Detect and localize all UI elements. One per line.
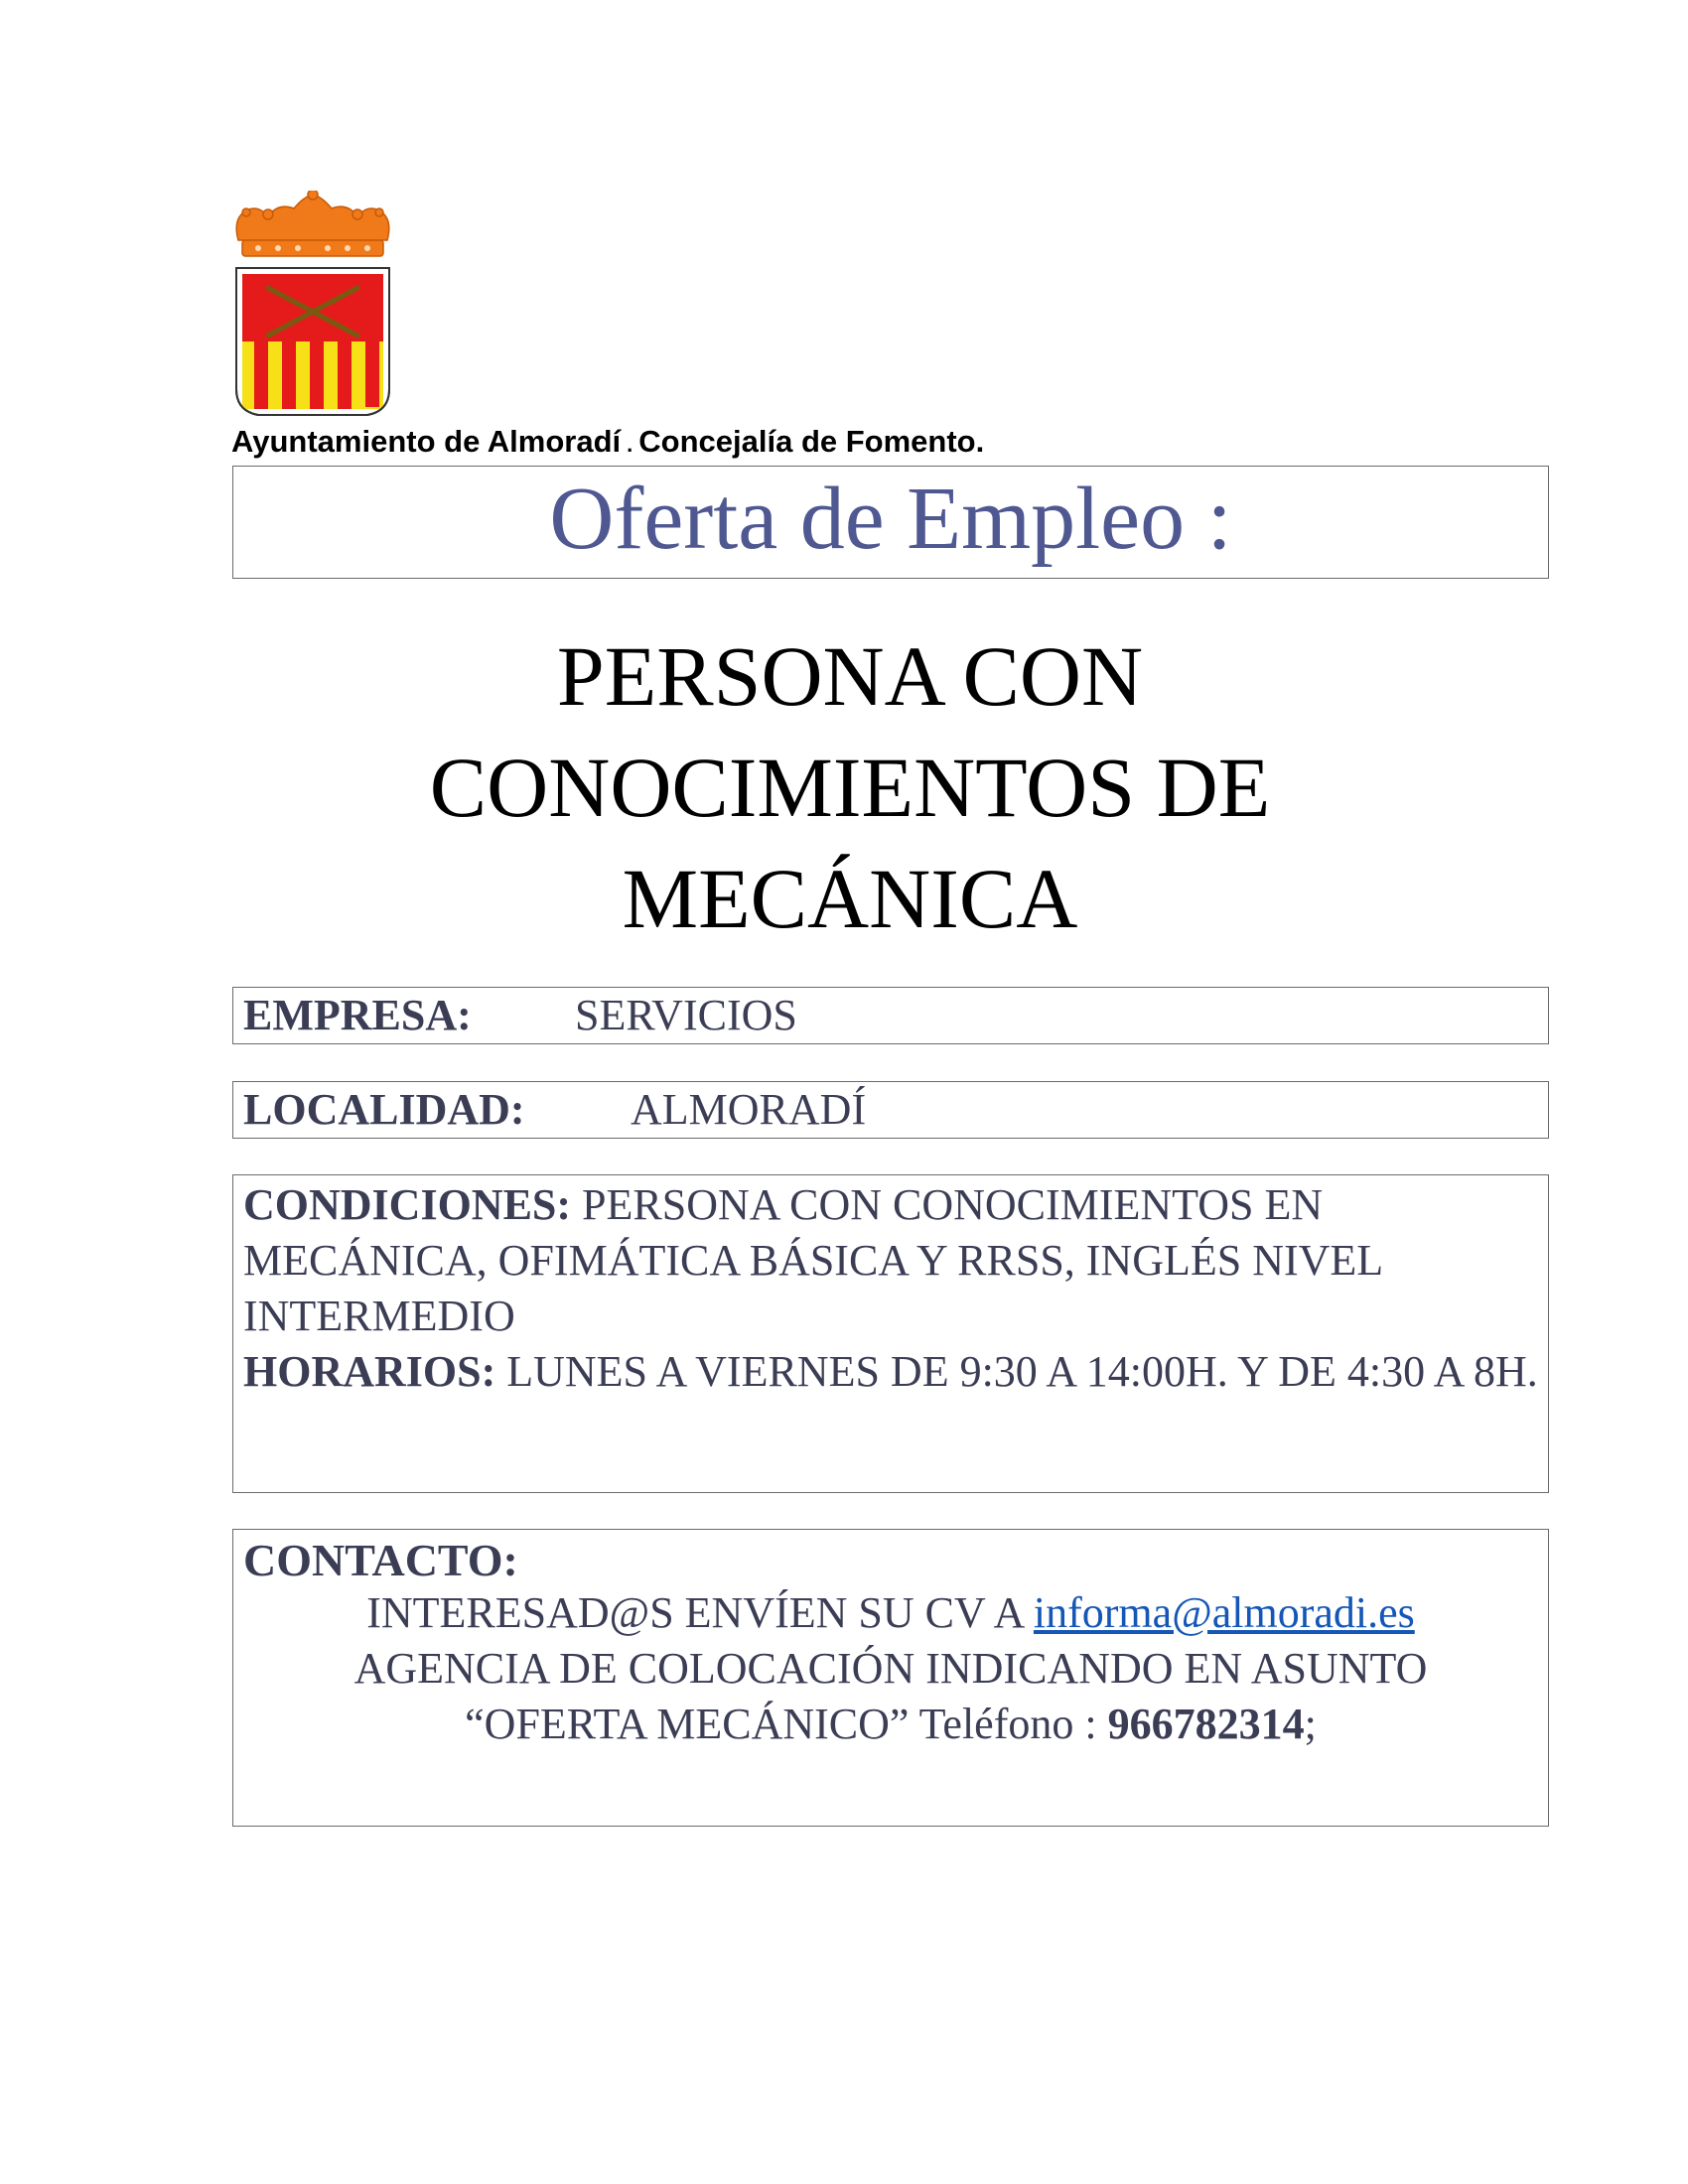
contact-line3-suffix: ; — [1304, 1700, 1317, 1748]
contact-line3: “OFERTA MECÁNICO” Teléfono : — [465, 1700, 1097, 1748]
page-title: Oferta de Empleo : — [549, 470, 1232, 568]
contacto-label: CONTACTO: — [243, 1535, 518, 1585]
contact-box — [232, 1529, 1549, 1827]
empresa-label: EMPRESA: — [243, 991, 472, 1039]
condiciones-value: PERSONA CON CONOCIMIENTOS EN MECÁNICA, OFIMÁTICA BÁSICA Y RRSS, INGLÉS NIVEL INTERMEDIO — [243, 1180, 1382, 1340]
title-box — [232, 466, 1549, 579]
email-link[interactable]: informa@almoradi.es — [1033, 1588, 1415, 1637]
contact-body — [243, 1585, 1538, 1752]
conditions-text — [243, 1177, 1538, 1400]
conditions-box — [232, 1174, 1549, 1493]
separator: . — [627, 432, 633, 457]
contact-line2: AGENCIA DE COLOCACIÓN INDICANDO EN ASUNTO — [353, 1644, 1428, 1693]
coat-of-arms-icon — [228, 191, 397, 421]
horarios-value: LUNES A VIERNES DE 9:30 A 14:00H. Y DE 4:30 A 8H. — [506, 1347, 1538, 1396]
phone-number: 966782314 — [1107, 1700, 1305, 1748]
localidad-value: ALMORADÍ — [631, 1085, 867, 1134]
localidad-box — [232, 1081, 1549, 1139]
organization-name: Ayuntamiento de Almoradí — [231, 424, 622, 459]
horarios-label: HORARIOS: — [243, 1347, 496, 1396]
job-title: PERSONA CON CONOCIMIENTOS DE MECÁNICA — [429, 628, 1271, 946]
empresa-value: SERVICIOS — [575, 991, 797, 1039]
empresa-box — [232, 987, 1549, 1044]
localidad-label: LOCALIDAD: — [243, 1085, 525, 1134]
department-name: Concejalía de Fomento. — [638, 424, 985, 459]
condiciones-label: CONDICIONES: — [243, 1180, 572, 1229]
organization-line — [231, 424, 984, 460]
contact-line1: INTERESAD@S ENVÍEN SU CV A — [366, 1588, 1023, 1637]
